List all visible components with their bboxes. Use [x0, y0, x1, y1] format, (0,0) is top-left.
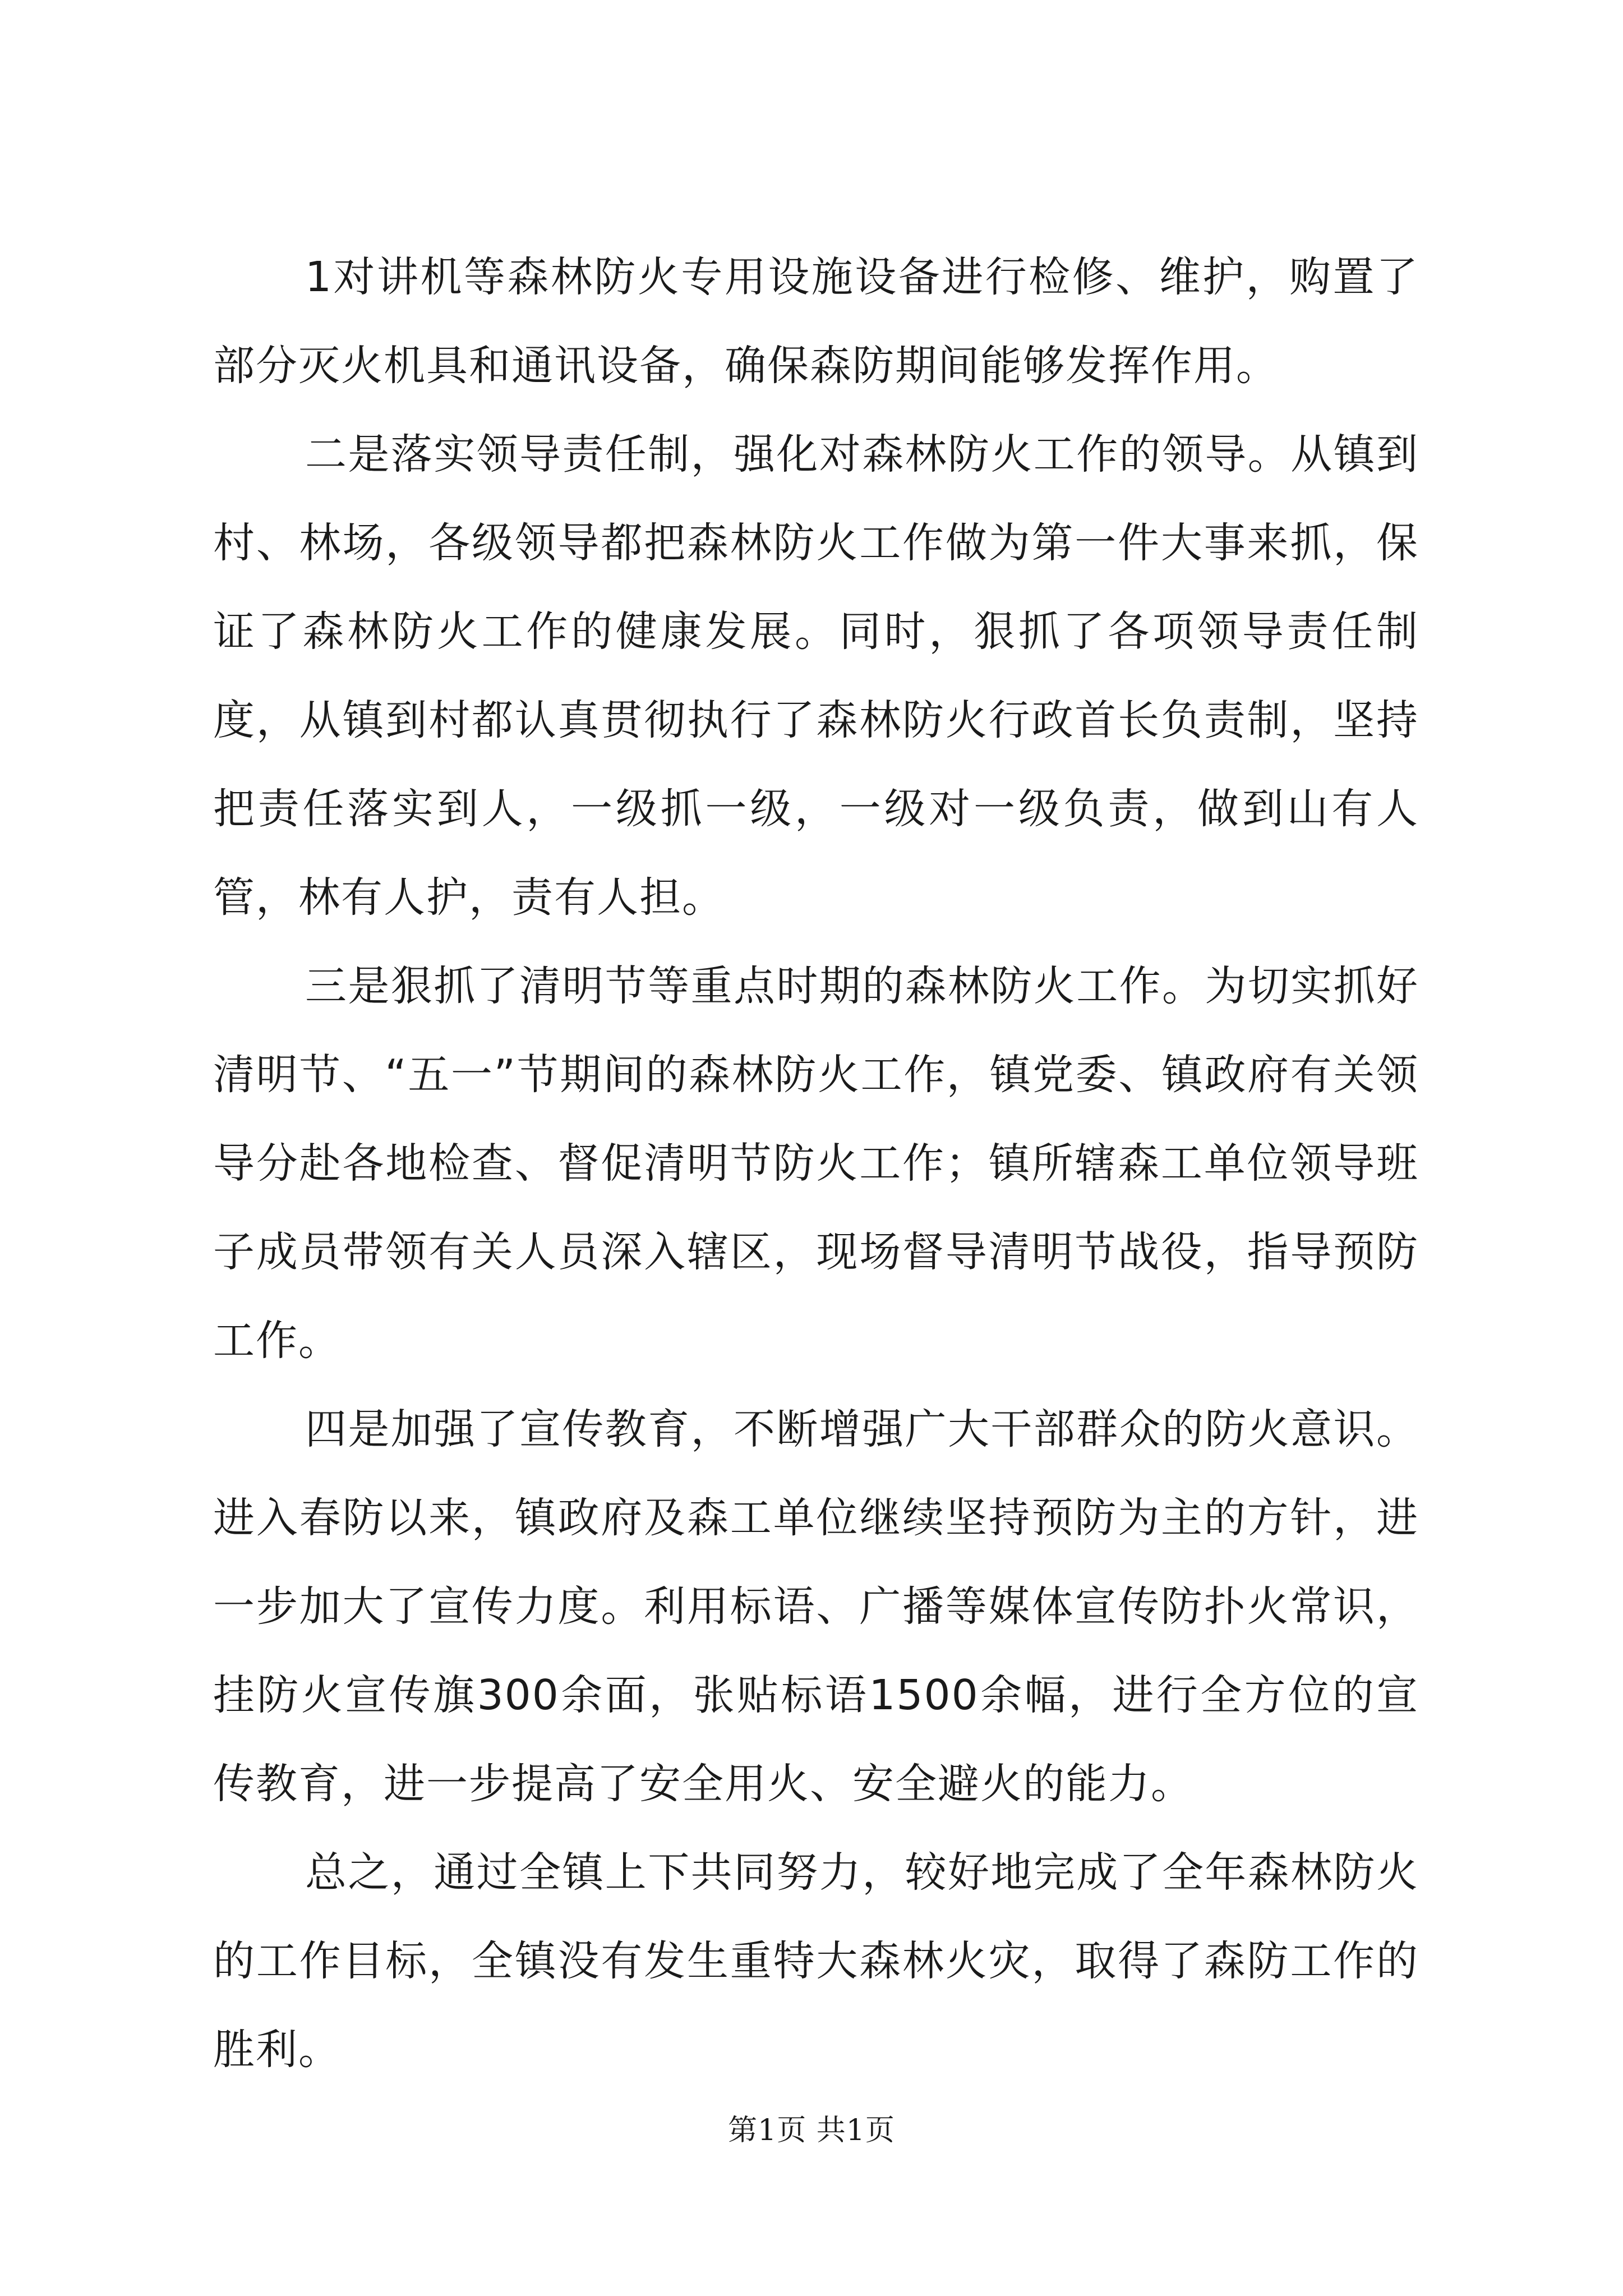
paragraph-leadership-responsibility: 二是落实领导责任制，强化对森林防火工作的领导。从镇到村、林场，各级领导都把森林防火工作做为第一件大事来抓，保证了森林防火工作的健康发展。同时，狠抓了各项领导责任制度，从镇到村都认真贯彻执行了森林防火行政首长负责制，坚持把责任落实到人，一级抓一级，一级对一级负责，做到山有人管，林有人护，责有人担。: [213, 430, 1419, 922]
paragraph-continuation: 1对讲机等森林防火专用设施设备进行检修、维护，购置了部分灭火机具和通讯设备，确保森防期间能够发挥作用。: [213, 253, 1419, 390]
page-number-footer: 第1页 共1页: [728, 2114, 895, 2147]
paragraph-publicity-education: 四是加强了宣传教育，不断增强广大干部群众的防火意识。进入春防以来，镇政府及森工单位继续坚持预防为主的方针，进一步加大了宣传力度。利用标语、广播等媒体宣传防扑火常识，挂防火宣传旗300余面，张贴标语1500余幅，进行全方位的宣传教育，进一步提高了安全用火、安全避火的能力。: [213, 1405, 1419, 1808]
paragraph-conclusion: 总之，通过全镇上下共同努力，较好地完成了全年森林防火的工作目标，全镇没有发生重特大森林火灾，取得了森防工作的胜利。: [213, 1848, 1419, 2074]
paragraph-qingming-fire-prevention: 三是狠抓了清明节等重点时期的森林防火工作。为切实抓好清明节、“五一”节期间的森林防火工作，镇党委、镇政府有关领导分赴各地检查、督促清明节防火工作；镇所辖森工单位领导班子成员带领有关人员深入辖区，现场督导清明节战役，指导预防工作。: [213, 962, 1419, 1365]
document-body: [213, 233, 1419, 2094]
